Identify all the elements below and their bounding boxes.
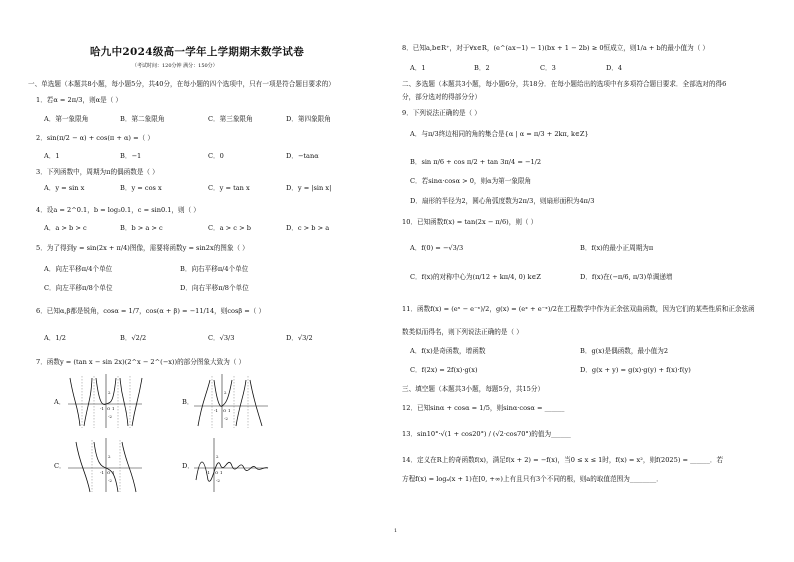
- q7-graph-d: [192, 436, 270, 494]
- q7-option-a: A．: [54, 398, 66, 406]
- question-2: 2．sin(π/2 − α) + cos(π + α) =（ ）: [36, 134, 154, 142]
- page-number: 1: [394, 528, 398, 534]
- tick-label-neg: -1: [214, 408, 218, 413]
- q2-option-b: B．−1: [120, 152, 142, 160]
- question-13: 13．sin10°·√(1 + cos20°) / (√2·cos70°)的值为______: [402, 430, 571, 438]
- graph-a-svg: [66, 372, 144, 430]
- question-12: 12．已知sinα + cosα = 1/5，则sinα·cosα = ______: [402, 404, 565, 412]
- q11-option-b: B．g(x)是偶函数，最小值为2: [580, 347, 669, 355]
- tick-label-neg: -1: [100, 470, 104, 475]
- question-1: 1．若α = 2π/3，则α是（ ）: [36, 96, 123, 104]
- q2-option-d: D．−tanα: [286, 152, 319, 160]
- q6-option-d: D．√3/2: [286, 334, 313, 342]
- tick-label-y2: 2: [216, 454, 219, 459]
- question-9: 9．下列说法正确的是（ ）: [402, 109, 481, 117]
- q7-graph-c: [66, 436, 144, 494]
- section-2-heading-cont: 分，部分选对的得部分分）: [402, 93, 482, 101]
- q10-option-d: D．f(x)在(−π/6, π/3)单调递增: [580, 273, 673, 281]
- question-11-cont: 数类似而得名，则下列说法正确的是（ ）: [402, 328, 523, 336]
- q10-option-b: B．f(x)的最小正周期为π: [580, 244, 654, 252]
- tick-label-yn2: -2: [108, 414, 112, 419]
- q9-option-a: A．与π/3终边相同的角的集合是{α | α = π/3 + 2kπ, k∈Z}: [410, 130, 589, 138]
- tick-label-neg: -1: [100, 406, 104, 411]
- q5-option-b: B．向右平移π/4个单位: [180, 265, 249, 273]
- tick-label-origin: O: [107, 470, 111, 475]
- question-6: 6．已知α,β都是锐角，cosα = 1/7，cos(α + β) = −11/14，则cosβ =（ ）: [36, 307, 266, 315]
- q9-option-d: D．扇形的半径为2，圆心角弧度数为2π/3，则扇形面积为4π/3: [410, 197, 595, 205]
- tick-label-neg: -1: [206, 470, 210, 475]
- section-2-heading: 二、多选题（本题共3小题，每小题6分，共18分．在每小题给出的选项中有多项符合题目要求．全部选对的得6: [402, 80, 727, 88]
- q1-option-d: D．第四象限角: [286, 115, 331, 123]
- curve: [236, 380, 246, 426]
- graph-d-svg: [192, 436, 270, 494]
- q7-option-d: D．: [182, 462, 194, 470]
- q1-option-c: C．第三象限角: [208, 115, 253, 123]
- tick-label-origin: O: [215, 470, 219, 475]
- tick-label-pos: 1: [112, 406, 115, 411]
- curve: [132, 378, 142, 426]
- q4-option-b: B．b > a > c: [120, 224, 163, 232]
- q8-option-d: D．4: [606, 64, 623, 72]
- section-1-heading: 一、单选题（本题共8小题，每小题5分，共40分，在每小题的四个选项中，只有一项是符合题目要求的）: [28, 80, 335, 88]
- curve: [120, 378, 128, 426]
- q3-option-d: D．y = |sin x|: [286, 184, 332, 192]
- q3-option-a: A．y = sin x: [44, 184, 85, 192]
- tick-label-yn2: -2: [224, 416, 228, 421]
- curve: [122, 442, 136, 492]
- q9-option-b: B．sin π/6 + cos π/2 + tan 3π/4 = −1/2: [410, 158, 542, 166]
- q8-option-b: B．2: [474, 64, 490, 72]
- tick-label-yn2: -2: [216, 478, 220, 483]
- q1-option-b: B．第二象限角: [120, 115, 165, 123]
- q7-graph-b: [192, 372, 270, 430]
- q11-option-d: D．g(x + y) = g(x)·g(y) + f(x)·f(y): [580, 366, 691, 374]
- q9-option-c: C．若sinα·cosα > 0，则α为第一象限角: [410, 177, 532, 185]
- curve: [84, 378, 92, 426]
- q6-option-a: A．1/2: [44, 334, 66, 342]
- tick-label-origin: O: [107, 406, 111, 411]
- graph-b-svg: [192, 372, 270, 430]
- tick-label-y2: 2: [108, 390, 111, 395]
- q4-option-c: C．a > c > b: [208, 224, 251, 232]
- q3-option-c: C．y = tan x: [208, 184, 250, 192]
- q7-graph-a: [66, 372, 144, 430]
- curve: [198, 380, 210, 426]
- curve: [76, 442, 90, 492]
- graph-c-svg: [66, 436, 144, 494]
- question-10: 10．已知函数f(x) = tan(2x − π/6)，则（ ）: [402, 218, 538, 226]
- q7-option-c: C．: [54, 462, 66, 470]
- q2-option-c: C．0: [208, 152, 224, 160]
- question-11: 11．函数f(x) = (eˣ − e⁻ˣ)/2，g(x) = (eˣ + e⁻ˣ)/2在工程数学中作为正余弦双曲函数，因为它们的某些性质和正余弦函: [402, 305, 755, 313]
- q3-option-b: B．y = cos x: [120, 184, 162, 192]
- question-5: 5．为了得到y = sin(2x + π/4)图像，需要将函数y = sin2x的图象（ ）: [36, 244, 249, 252]
- question-3: 3．下列函数中，周期为π的偶函数是（ ）: [36, 168, 159, 176]
- q10-option-a: A．f(0) = −√3/3: [410, 244, 464, 252]
- q11-option-c: C．f(2x) = 2f(x)·g(x): [410, 366, 478, 374]
- q6-option-b: B．√2/2: [120, 334, 147, 342]
- q10-option-c: C．f(x)的对称中心为(π/12 + kπ/4, 0) k∈Z: [410, 273, 541, 281]
- question-4: 4．设a = 2^0.1，b = log₂0.1，c = sin0.1，则（ ）: [36, 206, 200, 214]
- q4-option-a: A．a > b > c: [44, 224, 87, 232]
- q8-option-a: A．1: [410, 64, 426, 72]
- q2-option-a: A．1: [44, 152, 60, 160]
- question-8: 8．已知a,b∈R⁺，对于∀x∈R，(e^(ax−1) − 1)(bx + 1 − 2b) ≥ 0恒成立，则1/a + b的最小值为（ ）: [402, 44, 710, 52]
- curve: [214, 380, 232, 406]
- q5-option-d: D．向右平移π/8个单位: [180, 284, 249, 292]
- tick-label-pos: 1: [228, 408, 231, 413]
- curve: [70, 378, 80, 426]
- question-14-cont: 方程f(x) = logₐ(x + 1)在[0, +∞)上有且只有3个不同的根，则a的取值范围为________．: [402, 475, 663, 483]
- q4-option-d: D．c > b > a: [286, 224, 330, 232]
- q11-option-a: A．f(x)是奇函数，增函数: [410, 347, 486, 355]
- tick-label-yn2: -2: [108, 478, 112, 483]
- tick-label-pos: 1: [112, 470, 115, 475]
- tick-label-origin: O: [223, 408, 227, 413]
- tick-label-pos: 1: [220, 470, 223, 475]
- question-14: 14．定义在R上的奇函数f(x)，满足f(x + 2) = −f(x)，当0 ≤ x ≤ 1时，f(x) = x²，则f(2025) = ______．若: [402, 456, 724, 464]
- exam-title: 哈九中2024级高一学年上学期期末数学试卷: [90, 46, 305, 58]
- tick-label-y2: 2: [108, 454, 111, 459]
- q8-option-c: C．3: [540, 64, 556, 72]
- question-7: 7．函数y = (tan x − sin 2x)(2^x − 2^(−x))的部分图象大致为（ ）: [36, 358, 246, 366]
- section-3-heading: 三、填空题（本题共3小题，每题5分，共15分）: [402, 385, 545, 393]
- q1-option-a: A．第一象限角: [44, 115, 89, 123]
- q7-option-b: B．: [182, 398, 194, 406]
- q5-option-a: A．向左平移π/4个单位: [44, 265, 113, 273]
- q6-option-c: C．√3/3: [208, 334, 235, 342]
- exam-subtitle: （考试时间：120分钟 满分：150分）: [132, 63, 218, 69]
- curve: [250, 380, 262, 426]
- q5-option-c: C．向左平移π/8个单位: [44, 284, 113, 292]
- tick-label-y2: 2: [224, 390, 227, 395]
